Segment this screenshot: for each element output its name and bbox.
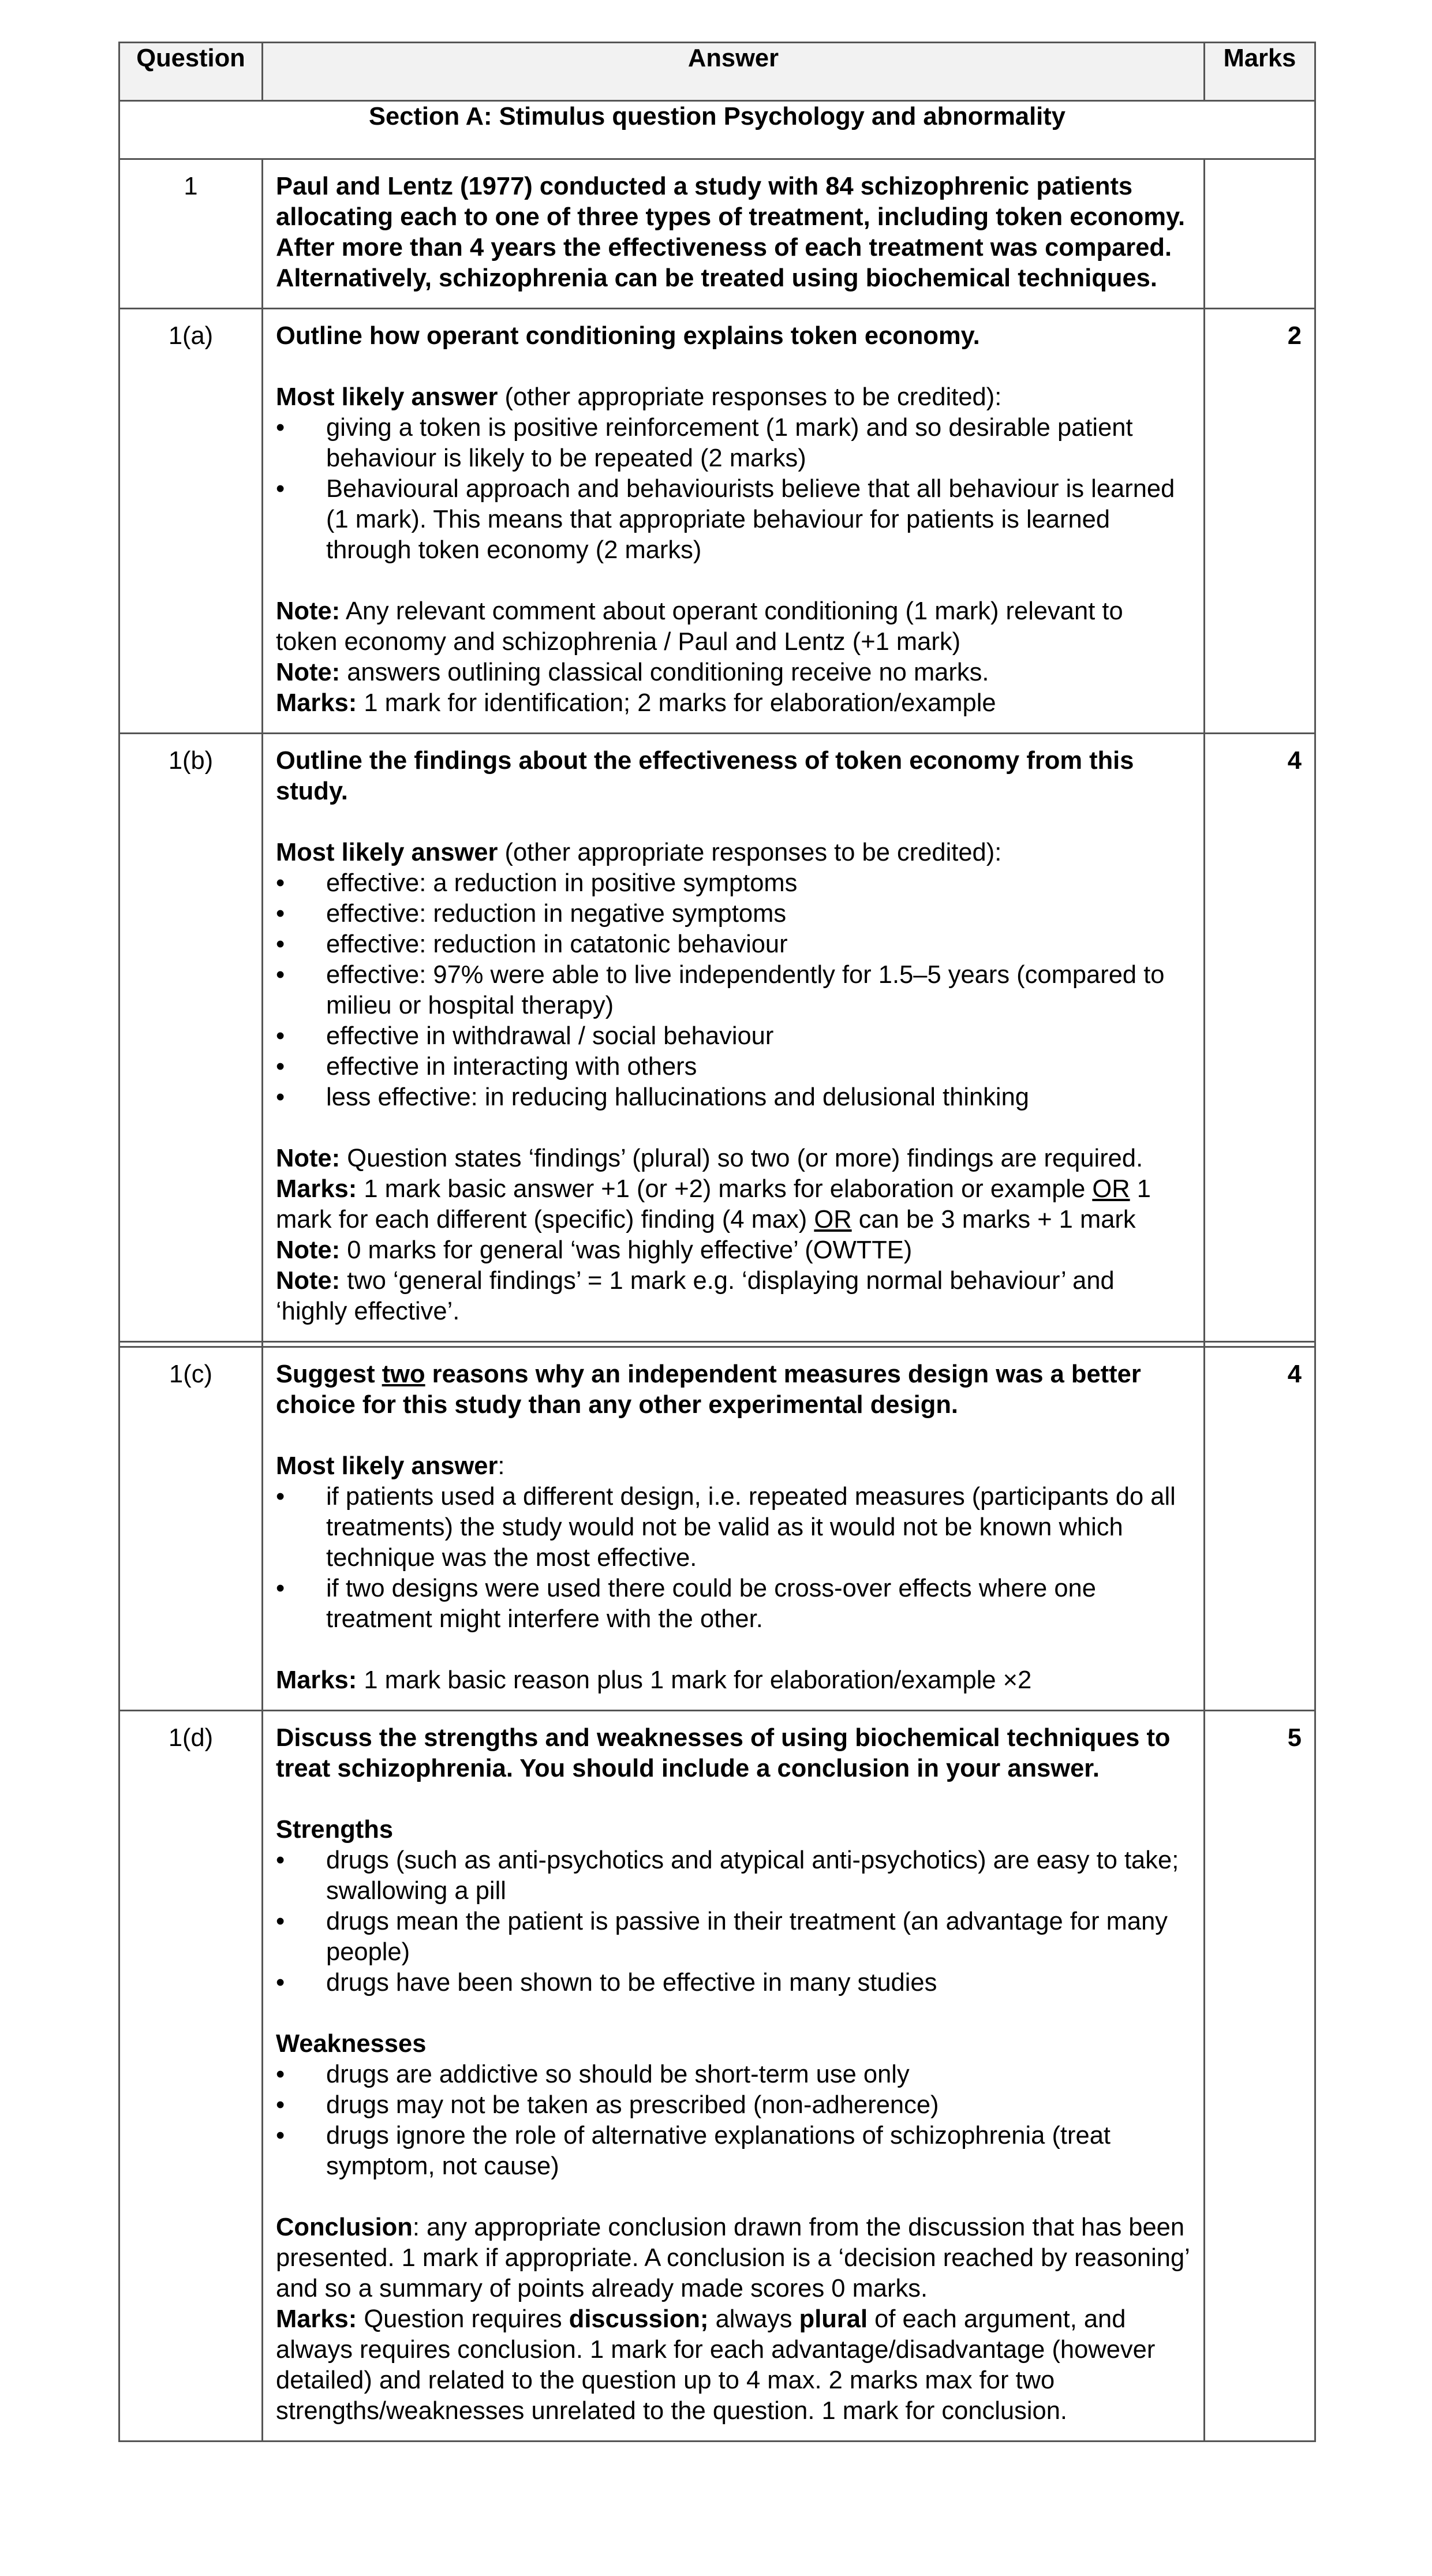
marks-value: 4 <box>1205 1347 1315 1711</box>
answer-bullets <box>276 868 1191 1113</box>
header-row <box>119 43 1315 101</box>
conclusion: Conclusion: any appropriate conclusion drawn from the discussion that has been presented. 1 mark if appropriate. A conclusion is a ‘decision reached by reasoning’ and so a summary of points already made scores 0 marks. <box>276 2214 1190 2302</box>
answer-cell <box>263 1711 1205 2442</box>
header-question: Question <box>119 43 263 101</box>
question-text: Outline how operant conditioning explains token economy. <box>276 322 980 350</box>
question-row-1a <box>119 309 1315 734</box>
answer-cell <box>263 1347 1205 1711</box>
marks-guidance: Marks: 1 mark basic reason plus 1 mark for elaboration/example ×2 <box>276 1666 1032 1694</box>
most-likely-answer: Most likely answer: <box>276 1452 505 1480</box>
bullet-item: • if patients used a different design, i.e. repeated measures (participants do all treatments) the study would not be valid as it would not be known which technique was the most effective. <box>276 1482 1191 1573</box>
marks-value: 5 <box>1205 1711 1315 2442</box>
bullet-item: • if two designs were used there could be cross-over effects where one treatment might interfere with the other. <box>276 1573 1191 1635</box>
bullet-item: • effective: reduction in negative symptoms <box>276 899 1191 929</box>
answer-cell <box>263 734 1205 1342</box>
bullet-item: • less effective: in reducing hallucinations and delusional thinking <box>276 1082 1191 1113</box>
answer-bullets <box>276 413 1191 566</box>
note: Note: Any relevant comment about operant conditioning (1 mark) relevant to token economy and schizophrenia / Paul and Lentz (+1 mark) <box>276 597 1123 656</box>
mark-scheme-table <box>118 42 1316 2442</box>
bullet-item: • effective: a reduction in positive symptoms <box>276 868 1191 899</box>
most-likely-answer: Most likely answer (other appropriate responses to be credited): <box>276 383 1002 411</box>
section-row <box>119 101 1315 159</box>
most-likely-answer: Most likely answer (other appropriate responses to be credited): <box>276 839 1002 866</box>
note: Note: Question states ‘findings’ (plural) so two (or more) findings are required. <box>276 1145 1143 1172</box>
marks-value: 4 <box>1205 734 1315 1342</box>
bullet-item: • effective: reduction in catatonic behaviour <box>276 929 1191 960</box>
note: Note: 0 marks for general ‘was highly effective’ (OWTTE) <box>276 1236 913 1264</box>
answer-cell <box>263 159 1205 309</box>
question-row-1b <box>119 734 1315 1342</box>
header-answer: Answer <box>263 43 1205 101</box>
header-marks: Marks <box>1205 43 1315 101</box>
weaknesses-bullets <box>276 2059 1191 2182</box>
question-text: Outline the findings about the effectiveness of token economy from this study. <box>276 747 1134 805</box>
answer-bullets <box>276 1482 1191 1635</box>
weaknesses-heading: Weaknesses <box>276 2030 427 2058</box>
question-row-1 <box>119 159 1315 309</box>
marks-guidance: Marks: Question requires discussion; always plural of each argument, and always requires conclusion. 1 mark for each advantage/disadvantage (however detailed) and related to the question up to 4 max. 2 marks max for two strengths/weaknesses unrelated to the question. 1 mark for conclusion. <box>276 2305 1156 2425</box>
question-number: 1(a) <box>119 309 263 734</box>
question-number: 1(d) <box>119 1711 263 2442</box>
bullet-item: • drugs have been shown to be effective in many studies <box>276 1968 1191 1998</box>
question-number: 1 <box>119 159 263 309</box>
marks-guidance: Marks: 1 mark basic answer +1 (or +2) marks for elaboration or example OR 1 mark for each different (specific) finding (4 max) OR can be 3 marks + 1 mark <box>276 1175 1151 1233</box>
bullet-item: • effective in withdrawal / social behaviour <box>276 1021 1191 1052</box>
bullet-item: • giving a token is positive reinforcement (1 mark) and so desirable patient behaviour is likely to be repeated (2 marks) <box>276 413 1191 474</box>
section-title: Section A: Stimulus question Psychology and abnormality <box>119 101 1315 159</box>
question-number: 1(b) <box>119 734 263 1342</box>
bullet-item: • effective: 97% were able to live independently for 1.5–5 years (compared to milieu or hospital therapy) <box>276 960 1191 1021</box>
question-row-1d <box>119 1711 1315 2442</box>
marks-value: 2 <box>1205 309 1315 734</box>
answer-cell <box>263 309 1205 734</box>
strengths-heading: Strengths <box>276 1816 394 1844</box>
question-row-1c <box>119 1347 1315 1711</box>
note: Note: answers outlining classical conditioning receive no marks. <box>276 659 989 686</box>
bullet-item: • drugs are addictive so should be short-term use only <box>276 2059 1191 2090</box>
bullet-item: • Behavioural approach and behaviourists believe that all behaviour is learned (1 mark). This means that appropriate behaviour for patients is learned through token economy (2 marks) <box>276 474 1191 566</box>
bullet-item: • drugs ignore the role of alternative explanations of schizophrenia (treat symptom, not cause) <box>276 2121 1191 2182</box>
row-divider <box>119 1342 1315 1347</box>
marks-guidance: Marks: 1 mark for identification; 2 marks for elaboration/example <box>276 689 996 717</box>
marks-cell <box>1205 159 1315 309</box>
bullet-item: • effective in interacting with others <box>276 1052 1191 1082</box>
note: Note: two ‘general findings’ = 1 mark e.g. ‘displaying normal behaviour’ and ‘highly effective’. <box>276 1267 1115 1325</box>
question-text: Suggest two reasons why an independent measures design was a better choice for this study than any other experimental design. <box>276 1360 1141 1419</box>
bullet-item: • drugs may not be taken as prescribed (non-adherence) <box>276 2090 1191 2121</box>
question-text: Discuss the strengths and weaknesses of using biochemical techniques to treat schizophrenia. You should include a conclusion in your answer. <box>276 1724 1171 1782</box>
bullet-item: • drugs mean the patient is passive in their treatment (an advantage for many people) <box>276 1906 1191 1968</box>
strengths-bullets <box>276 1845 1191 1998</box>
question-number: 1(c) <box>119 1347 263 1711</box>
question-stem: Paul and Lentz (1977) conducted a study with 84 schizophrenic patients allocating each to one of three types of treatment, including token economy. After more than 4 years the effectiveness of each treatment was compared. Alternatively, schizophrenia can be treated using biochemical techniques. <box>276 173 1186 292</box>
bullet-item: • drugs (such as anti-psychotics and atypical anti-psychotics) are easy to take; swallowing a pill <box>276 1845 1191 1906</box>
